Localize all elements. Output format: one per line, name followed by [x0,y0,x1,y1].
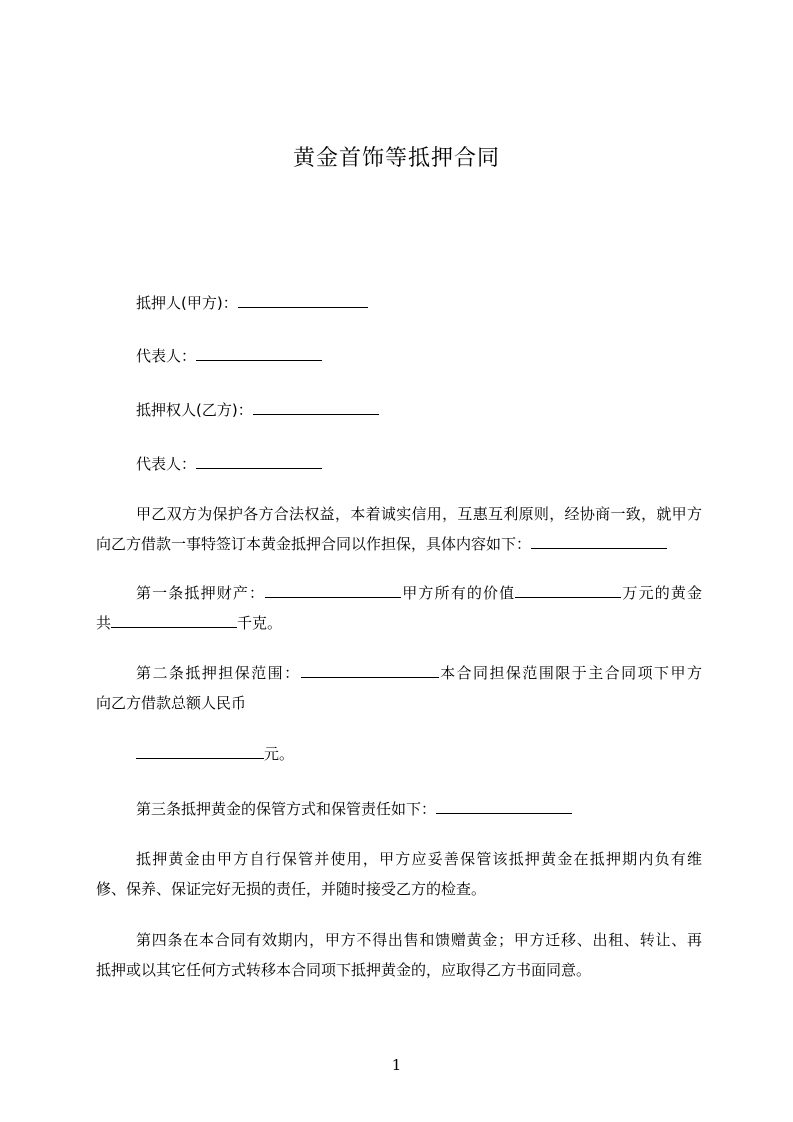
representative-2-line [136,453,322,474]
mortgagor-blank [238,292,368,308]
intro-line-1: 甲乙双方为保护各方合法权益，本着诚实信用，互惠互利原则，经协商一致，就甲方 [136,505,702,523]
article-1-line-1 [96,578,702,608]
amount-suffix: 元。 [264,745,295,763]
weight-blank [111,612,237,628]
custody-paragraph [96,844,702,904]
article-2-line-1 [96,658,702,688]
article-2-text: 本合同担保范围限于主合同项下甲方 [438,664,702,682]
article-2-line-2: 向乙方借款总额人民币 [96,694,247,712]
article-3-text: 第三条抵押黄金的保管方式和保管责任如下： [136,800,437,818]
article-4-line-2: 抵押或以其它任何方式转移本合同项下抵押黄金的，应取得乙方书面同意。 [96,961,592,979]
document-title: 黄金首饰等抵押合同 [292,146,500,171]
page-number: 1 [391,1056,402,1074]
article-4-line-1: 第四条在本合同有效期内，甲方不得出售和馈赠黄金；甲方迁移、出租、转让、再 [136,931,702,949]
scope-blank [301,662,439,678]
representative-2-label: 代表人： [136,455,197,473]
custody-line-2: 修、保养、保证完好无损的责任，并随时接受乙方的检查。 [96,880,487,898]
article-1-total-text: 共 [96,614,112,632]
article-4-paragraph [96,925,702,985]
article-1-line-2 [96,608,702,638]
intro-line-2 [96,529,702,559]
article-2-paragraph [96,658,702,718]
article-1-unit-text: 万元的黄金 [621,584,702,602]
article-2-label: 第二条抵押担保范围： [136,664,301,682]
article-1-value-text: 甲方所有的价值 [401,584,516,602]
property-blank [265,582,401,598]
article-3-line [136,798,572,819]
article-1-weight-unit: 千克。 [237,614,283,632]
article-1-paragraph [96,578,702,638]
representative-2-blank [196,453,322,469]
mortgagor-label: 抵押人(甲方)： [136,294,238,312]
amount-line [136,743,294,764]
intro-line-2-text: 向乙方借款一事特签订本黄金抵押合同以作担保，具体内容如下： [96,535,532,553]
representative-1-label: 代表人： [136,347,197,365]
amount-blank [136,743,264,759]
representative-1-blank [196,345,322,361]
value-blank [515,582,621,598]
intro-paragraph [96,499,702,559]
representative-1-line [136,345,322,366]
custody-line-1: 抵押黄金由甲方自行保管并使用，甲方应妥善保管该抵押黄金在抵押期内负有维 [136,850,702,868]
mortgagee-blank [253,399,379,415]
mortgagor-line [136,292,368,313]
custody-blank [436,798,572,814]
intro-blank [531,533,667,549]
mortgagee-line [136,399,379,420]
mortgagee-label: 抵押权人(乙方)： [136,401,253,419]
article-1-label: 第一条抵押财产： [136,584,266,602]
